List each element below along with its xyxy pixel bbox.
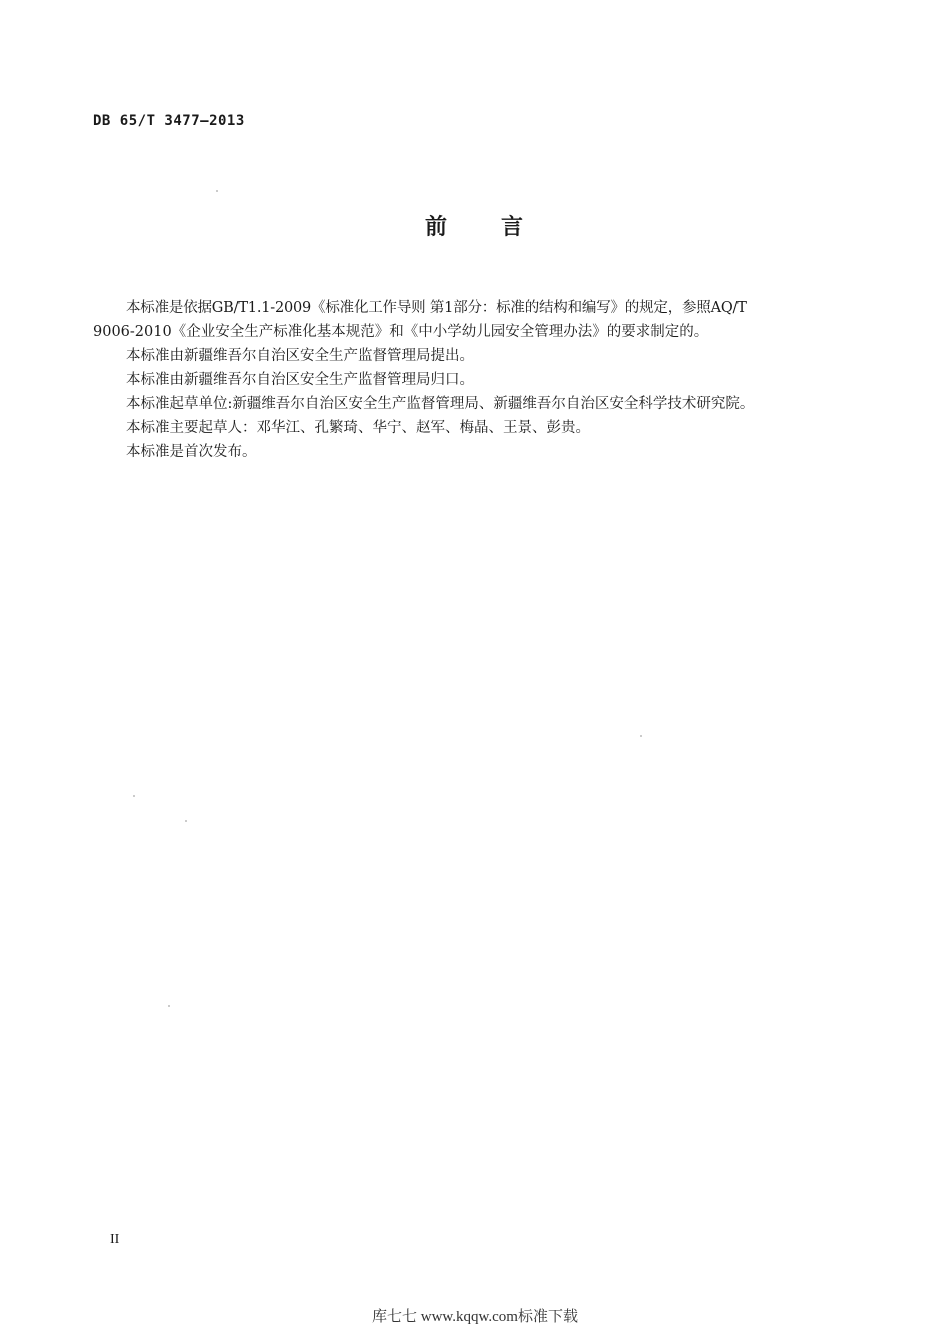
page-title	[0, 210, 950, 241]
paragraph-drafting-units: 本标准起草单位:新疆维吾尔自治区安全生产监督管理局、新疆维吾尔自治区安全科学技术研究院。	[126, 396, 755, 412]
scan-speck	[168, 1005, 170, 1007]
paragraph-centralized-by: 本标准由新疆维吾尔自治区安全生产监督管理局归口。	[126, 372, 474, 388]
scan-speck	[185, 820, 187, 822]
page-number: II	[110, 1232, 120, 1247]
paragraph-basis-line-1: 本标准是依据GB/T1.1-2009《标准化工作导则 第1部分：标准的结构和编写》的规定，参照AQ/T	[126, 300, 747, 316]
paragraph-drafters: 本标准主要起草人：邓华江、孔繁琦、华宁、赵军、梅晶、王景、彭贵。	[126, 420, 590, 436]
foreword-body	[93, 296, 853, 464]
title-char-2: 言	[501, 215, 526, 240]
paragraph-proposed-by: 本标准由新疆维吾尔自治区安全生产监督管理局提出。	[126, 348, 474, 364]
scan-speck	[216, 190, 218, 192]
footer-watermark: 库七七 www.kqqw.com标准下载	[372, 1309, 578, 1325]
title-char-1: 前	[424, 215, 449, 240]
scan-speck	[640, 735, 642, 737]
standard-code: DB 65/T 3477—2013	[93, 113, 245, 129]
scan-speck	[133, 795, 135, 797]
paragraph-first-release: 本标准是首次发布。	[126, 444, 257, 460]
paragraph-basis-line-2: 9006-2010《企业安全生产标准化基本规范》和《中小学幼儿园安全管理办法》的要求制定的。	[93, 324, 709, 340]
